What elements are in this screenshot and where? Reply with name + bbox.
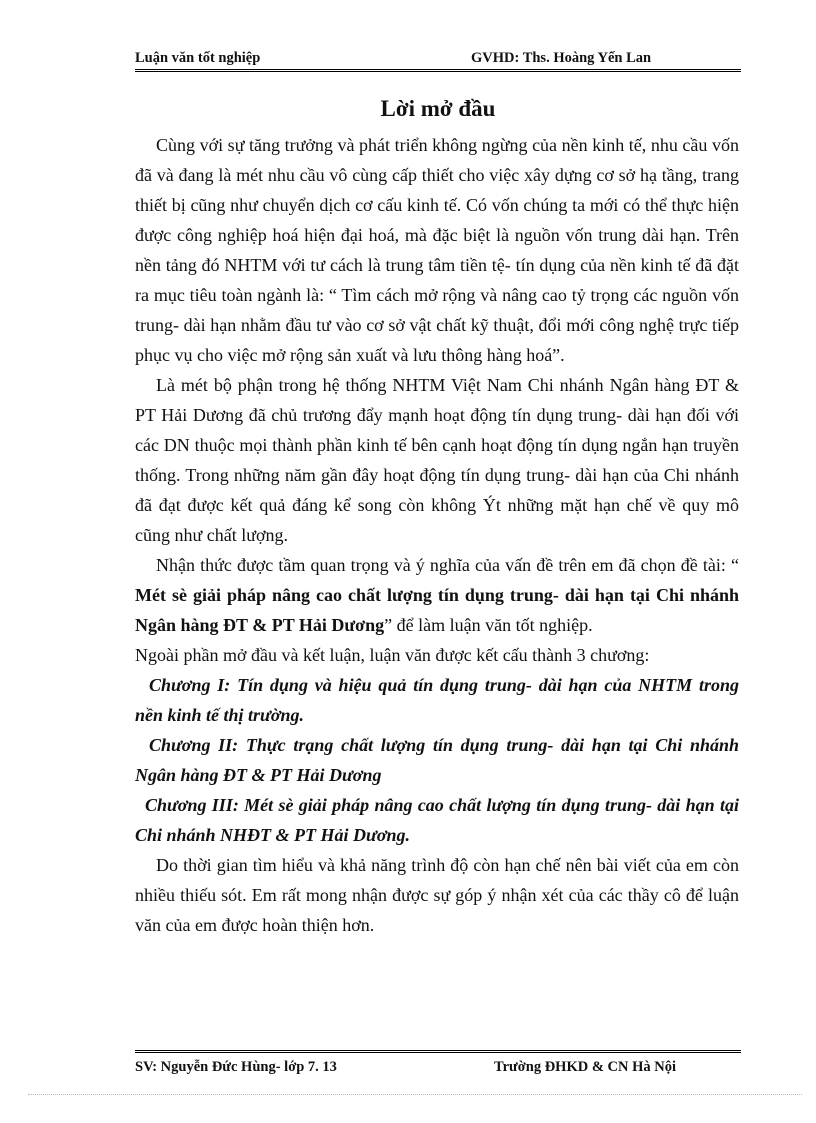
- page-boundary: [28, 1094, 802, 1095]
- footer-student: SV: Nguyễn Đức Hùng- lớp 7. 13: [135, 1059, 337, 1075]
- body-text: [135, 130, 739, 940]
- footer-divider: [135, 1050, 741, 1053]
- paragraph-5: Do thời gian tìm hiểu và khả năng trình độ còn hạn chế nên bài viết của em còn nhiều thiếu sót. Em rất mong nhận được sự góp ý nhận xét của các thầy cô để luận văn của em được hoàn thiện hơn.: [135, 855, 739, 935]
- thesis-topic: Mét sè giải pháp nâng cao chất lượng tín dụng trung- dài hạn tại Chi nhánh Ngân hàng ĐT & PT Hải Dương: [135, 585, 739, 635]
- paragraph-3: [135, 550, 739, 640]
- chapter-3: Chương III: Mét sè giải pháp nâng cao chất lượng tín dụng trung- dài hạn tại Chi nhánh NHĐT & PT Hải Dương.: [135, 795, 739, 845]
- paragraph-3-intro: Nhận thức được tầm quan trọng và ý nghĩa của vấn đề trên em đã chọn đề tài: “: [156, 555, 739, 575]
- chapter-1: Chương I: Tín dụng và hiệu quả tín dụng trung- dài hạn của NHTM trong nền kinh tế thị trường.: [135, 675, 739, 725]
- paragraph-3-end: ” để làm luận văn tốt nghiệp.: [384, 615, 593, 635]
- footer-school: Trường ĐHKD & CN Hà Nội: [494, 1059, 677, 1075]
- paragraph-1: Cùng với sự tăng trưởng và phát triển không ngừng của nền kinh tế, nhu cầu vốn đã và đang là mét nhu cầu vô cùng cấp thiết cho việc xây dựng cơ sở hạ tầng, trang thiết bị cũng như chuyển dịch cơ cấu kinh tế. Có vốn chúng ta mới có thể thực hiện được công nghiệp hoá hiện đại hoá, mà đặc biệt là nguồn vốn trung dài hạn. Trên nền tảng đó NHTM với tư cách là trung tâm tiền tệ- tín dụng của nền kinh tế đã đặt ra mục tiêu toàn ngành là: “ Tìm cách mở rộng và nâng cao tỷ trọng các nguồn vốn trung- dài hạn nhằm đầu tư vào cơ sở vật chất kỹ thuật, đổi mới công nghệ trực tiếp phục vụ cho việc mở rộng sản xuất và lưu thông hàng hoá”.: [135, 135, 739, 365]
- paragraph-2: Là mét bộ phận trong hệ thống NHTM Việt Nam Chi nhánh Ngân hàng ĐT & PT Hải Dương đã chủ trương đẩy mạnh hoạt động tín dụng trung- dài hạn đối với các DN thuộc mọi thành phần kinh tế bên cạnh hoạt động tín dụng ngắn hạn truyền thống. Trong những năm gần đây hoạt động tín dụng trung- dài hạn của Chi nhánh đã đạt được kết quả đáng kể song còn không Ýt những mặt hạn chế về quy mô cũng như chất lượng.: [135, 375, 739, 545]
- header-document-type: Luận văn tốt nghiệp: [135, 50, 261, 66]
- header-divider: [135, 69, 741, 72]
- page-title: Lời mở đầu: [380, 96, 496, 121]
- header-supervisor: GVHD: Ths. Hoàng Yến Lan: [471, 50, 652, 66]
- chapter-2: Chương II: Thực trạng chất lượng tín dụng trung- dài hạn tại Chi nhánh Ngân hàng ĐT & PT Hải Dương: [135, 735, 739, 785]
- paragraph-4: Ngoài phần mở đầu và kết luận, luận văn được kết cấu thành 3 chương:: [135, 645, 650, 665]
